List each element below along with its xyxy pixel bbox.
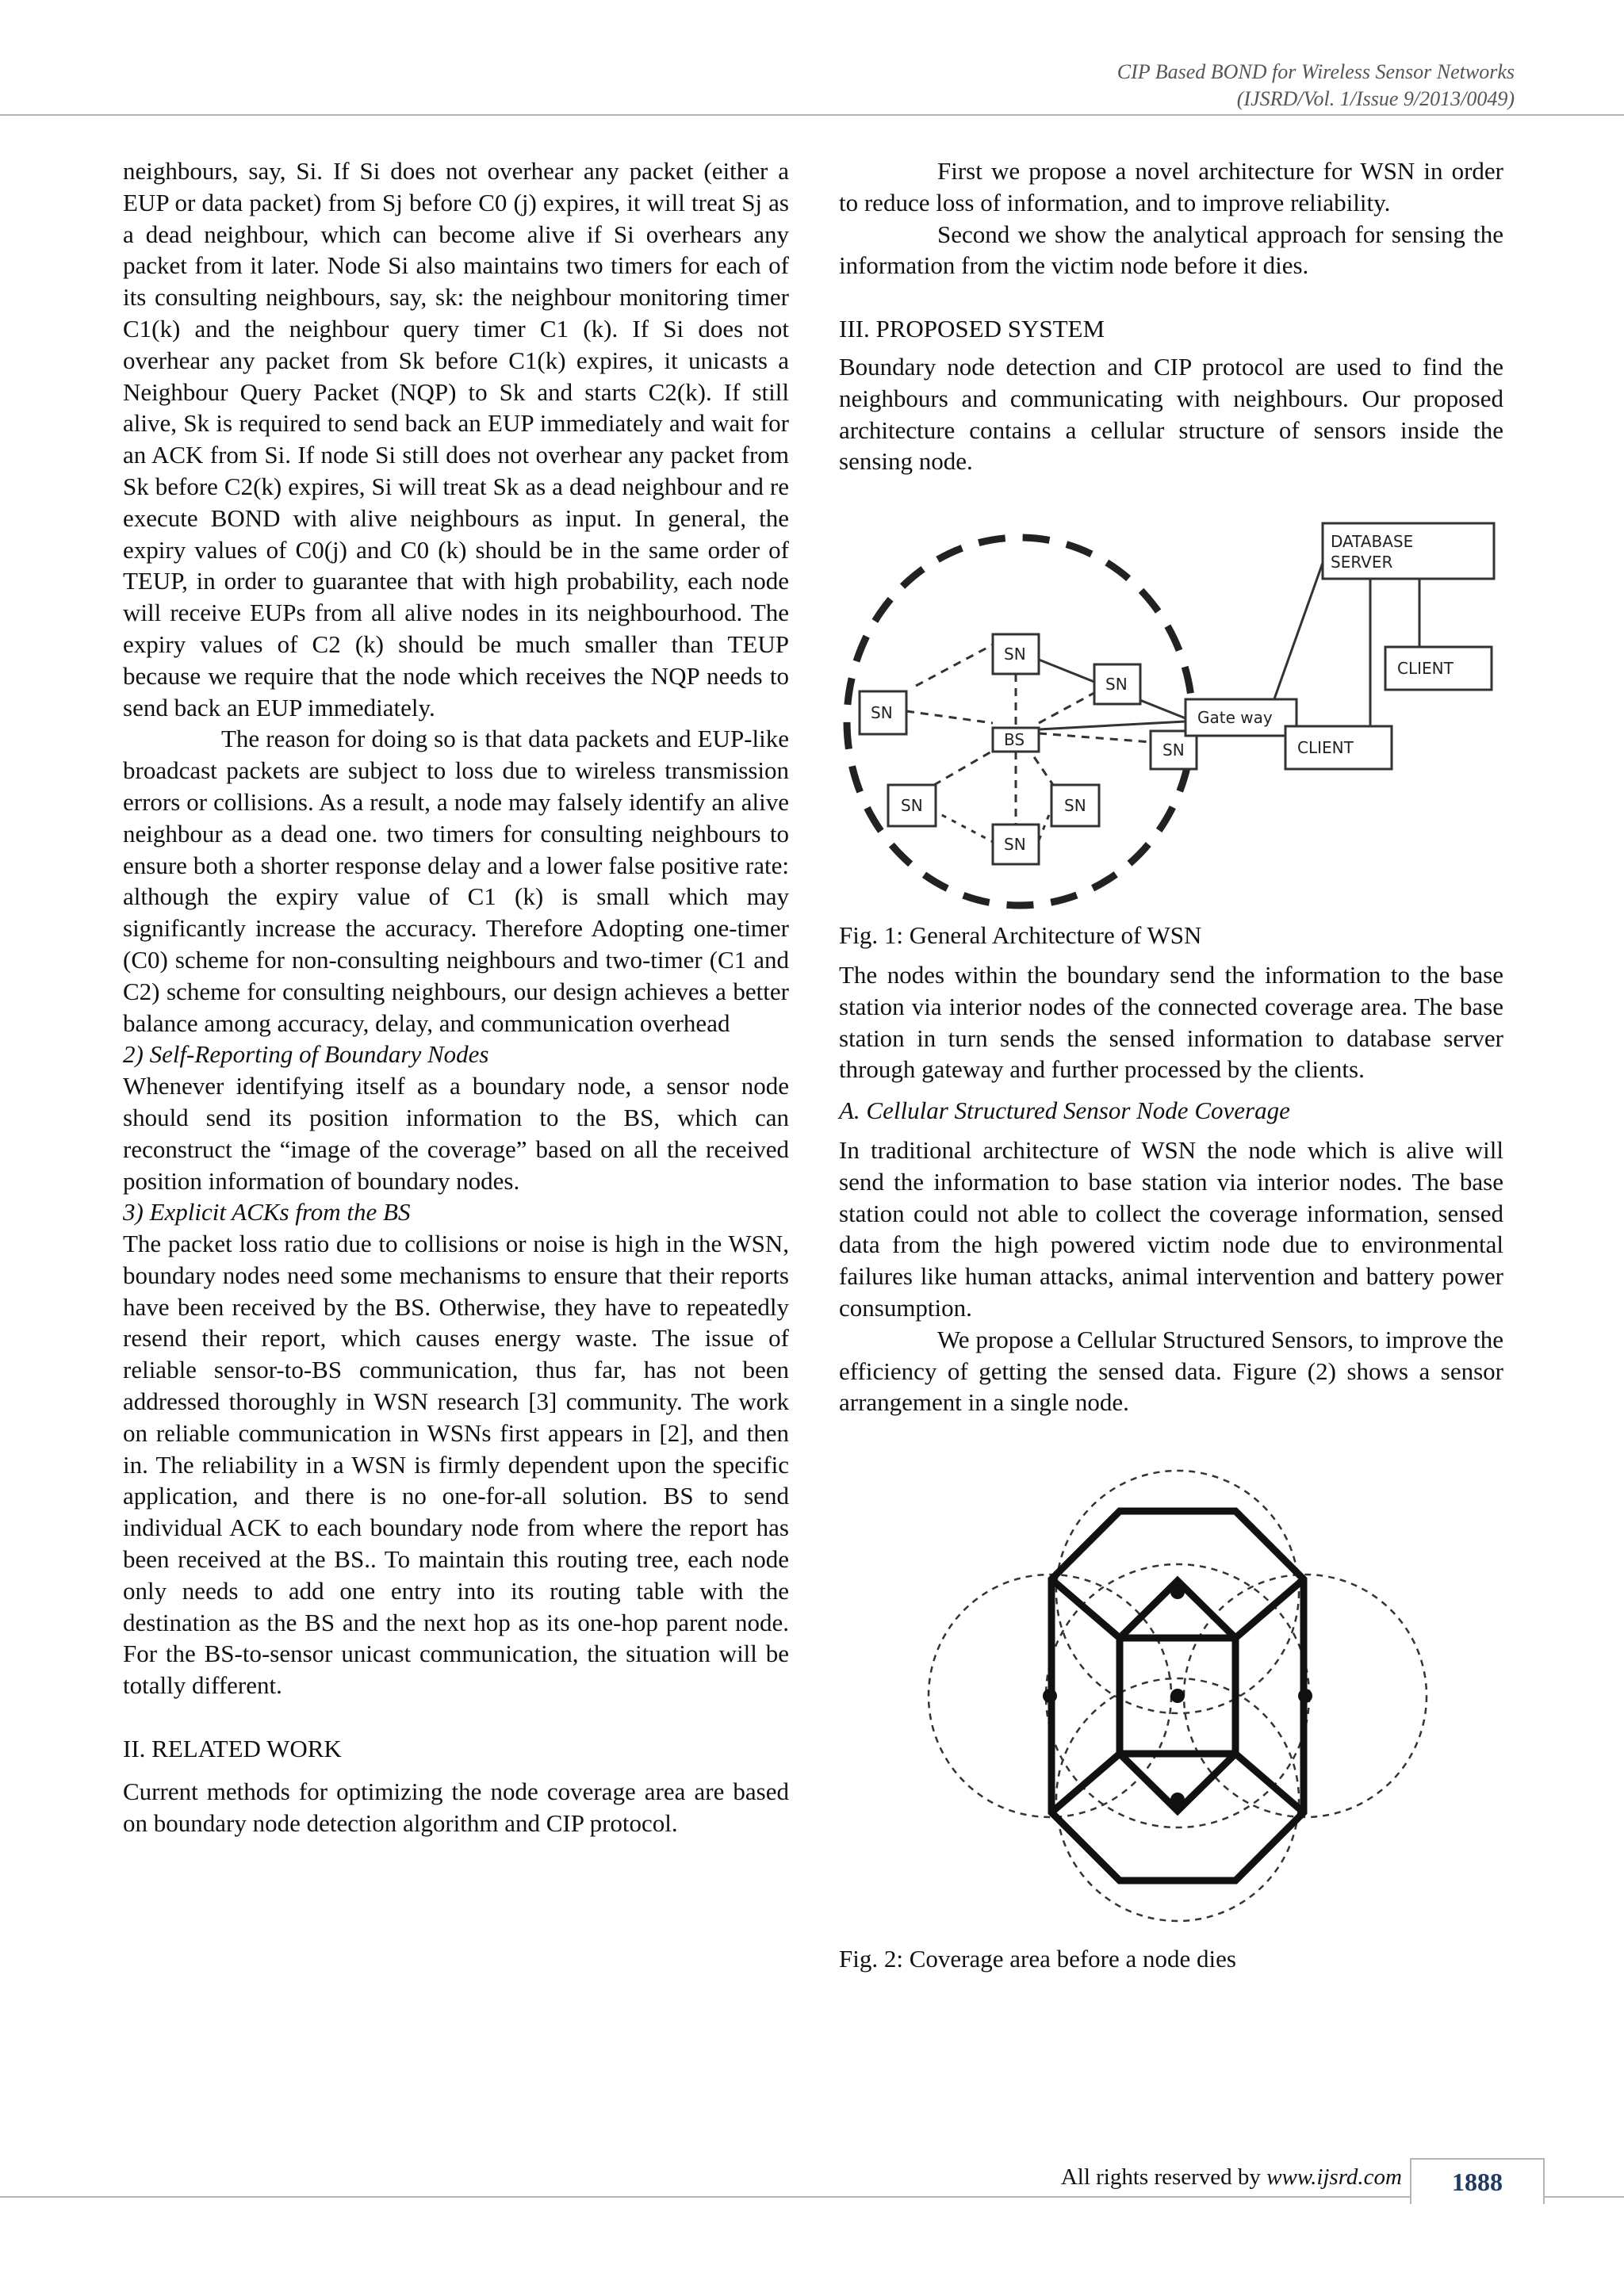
paragraph: The packet loss ratio due to collisions or noise is high in the WSN, boundary nodes need some mechanisms to ensure that their reports have been received by the BS. Otherwise, they have to repeatedly resend their report, which causes energy waste. The issue of reliable sensor-to-BS communication, thus far, has not been addressed thoroughly in WSN research [3] community. The work on reliable communication in WSNs first appears in [2], and then in. The reliability in a WSN is firmly dependent upon the specific application, and there is no one-for-all solution. BS to send individual ACK to each boundary node from where the report has been received at the BS.. To maintain this routing tree, each node only needs to add one entry into its routing table with the destination as the BS and the next hop as its one-hop parent node. For the BS-to-sensor unicast communication, the situation will be totally different. [123,1230,789,1700]
server-label: SERVER [1331,553,1393,572]
running-header [1117,59,1515,113]
diagonal-edge [1235,1754,1304,1812]
figure-wsn-architecture [839,492,1503,912]
sensor-dot [1043,1689,1057,1703]
node-label: SN [901,796,923,816]
left-column [123,155,789,1839]
subsection-heading: 2) Self-Reporting of Boundary Nodes [123,1040,489,1069]
figure-coverage-area [839,1442,1503,1934]
subsection-heading: 3) Explicit ACKs from the BS [123,1198,411,1226]
footer-rule [0,2196,1624,2198]
paragraph: The reason for doing so is that data packets and EUP-like broadcast packets are subject to loss due to wireless transmission errors or collisions. As a result, a node may falsely identify an alive neighbour as a dead one. two timers for consulting neighbours to ensure both a shorter response delay and a lower false positive rate: although the expiry value of C1 (k) is small which may significantly increase the accuracy. Therefore Adopting one-timer (C0) scheme for non-consulting neighbours and two-timer (C1 and C2) scheme for consulting neighbours, our design achieves a better balance among accuracy, delay, and communication overhead [123,725,789,1037]
section-heading: II. RELATED WORK [123,1735,342,1763]
node-label: SN [1004,835,1026,855]
section-heading: III. PROPOSED SYSTEM [839,315,1105,343]
sensor-dot [1170,1585,1185,1599]
sensor-dot [1298,1689,1312,1703]
footer-rights [1061,2164,1402,2191]
database-label: DATABASE [1331,532,1414,552]
sensor-dot [1170,1689,1185,1703]
footer-site-link[interactable]: www.ijsrd.com [1266,2164,1402,2190]
sensor-dot [1170,1793,1185,1807]
figure-caption: Fig. 1: General Architecture of WSN [839,921,1202,950]
paragraph: Current methods for optimizing the node coverage area are based on boundary node detection algorithm and CIP protocol. [123,1777,789,1837]
paragraph: We propose a Cellular Structured Sensors, to improve the efficiency of getting the sensed data. Figure (2) shows a sensor arrangement in a single node. [839,1325,1503,1417]
client-label: CLIENT [1297,738,1354,758]
client-label: CLIENT [1397,659,1454,679]
right-column [839,155,1503,1975]
footer-prefix: All rights reserved by [1060,2164,1267,2190]
node-label: SN [1162,740,1185,760]
header-title: CIP Based BOND for Wireless Sensor Networks [1116,60,1515,83]
paragraph: The nodes within the boundary send the information to the base station via interior nodes of the connected coverage area. The base station in turn sends the sensed information to database server through gateway and further processed by the clients. [839,960,1503,1084]
paragraph: Second we show the analytical approach for sensing the information from the victim node before it dies. [839,220,1503,280]
node-label: SN [871,703,893,723]
header-volume: (IJSRD/Vol. 1/Issue 9/2013/0049) [1236,87,1515,110]
header-rule [0,114,1624,116]
page-number: 1888 [1410,2158,1545,2204]
node-label: SN [1064,796,1086,816]
gateway-label: Gate way [1197,708,1273,728]
paragraph: First we propose a novel architecture for WSN in order to reduce loss of information, and to improve reliability. [839,157,1503,216]
paragraph: Whenever identifying itself as a boundary node, a sensor node should send its position information to the BS, which can reconstruct the “image of the coverage” based on all the received position information of boundary nodes. [123,1072,789,1195]
subsection-heading: A. Cellular Structured Sensor Node Coverage [839,1096,1290,1125]
base-station-label: BS [1004,730,1025,750]
paragraph: Boundary node detection and CIP protocol are used to find the neighbours and communicating with neighbours. Our proposed architecture contains a cellular structure of sensors inside the sensing node. [839,352,1503,476]
paragraph: neighbours, say, Si. If Si does not overhear any packet (either a EUP or data packet) from Sj before C0 (j) expires, it will treat Sj as a dead neighbour, which can become alive if Si overhears any packet from it later. Node Si also maintains two timers for each of its consulting neighbours, say, sk: the neighbour monitoring timer C1(k) and the neighbour query timer C1 (k). If Si does not overhear any packet from Sk before C1(k) expires, it unicasts a Neighbour Query Packet (NQP) to Sk and starts C2(k). If still alive, Sk is required to send back an EUP immediately and wait for an ACK from Si. If node Si still does not overhear any packet from Sk before C2(k) expires, Si will treat Sk as a dead neighbour and re execute BOND with alive neighbours as input. In general, the expiry values of C0(j) and C0 (k) should be in the same order of TEUP, in order to guarantee that with high probability, each node will receive EUPs from all alive nodes in its neighbourhood. The expiry values of C2 (k) should be much smaller than TEUP because we require that the node which receives the NQP needs to send back an EUP immediately. [123,157,789,721]
node-label: SN [1105,675,1128,695]
diagonal-edge [1051,1579,1120,1638]
paragraph: In traditional architecture of WSN the node which is alive will send the information to base station via interior nodes. The base station could not able to collect the coverage information, sensed data from the high powered victim node due to environmental failures like human attacks, animal intervention and battery power consumption. [839,1135,1503,1322]
figure-caption: Fig. 2: Coverage area before a node dies [839,1945,1236,1973]
node-label: SN [1004,645,1026,664]
